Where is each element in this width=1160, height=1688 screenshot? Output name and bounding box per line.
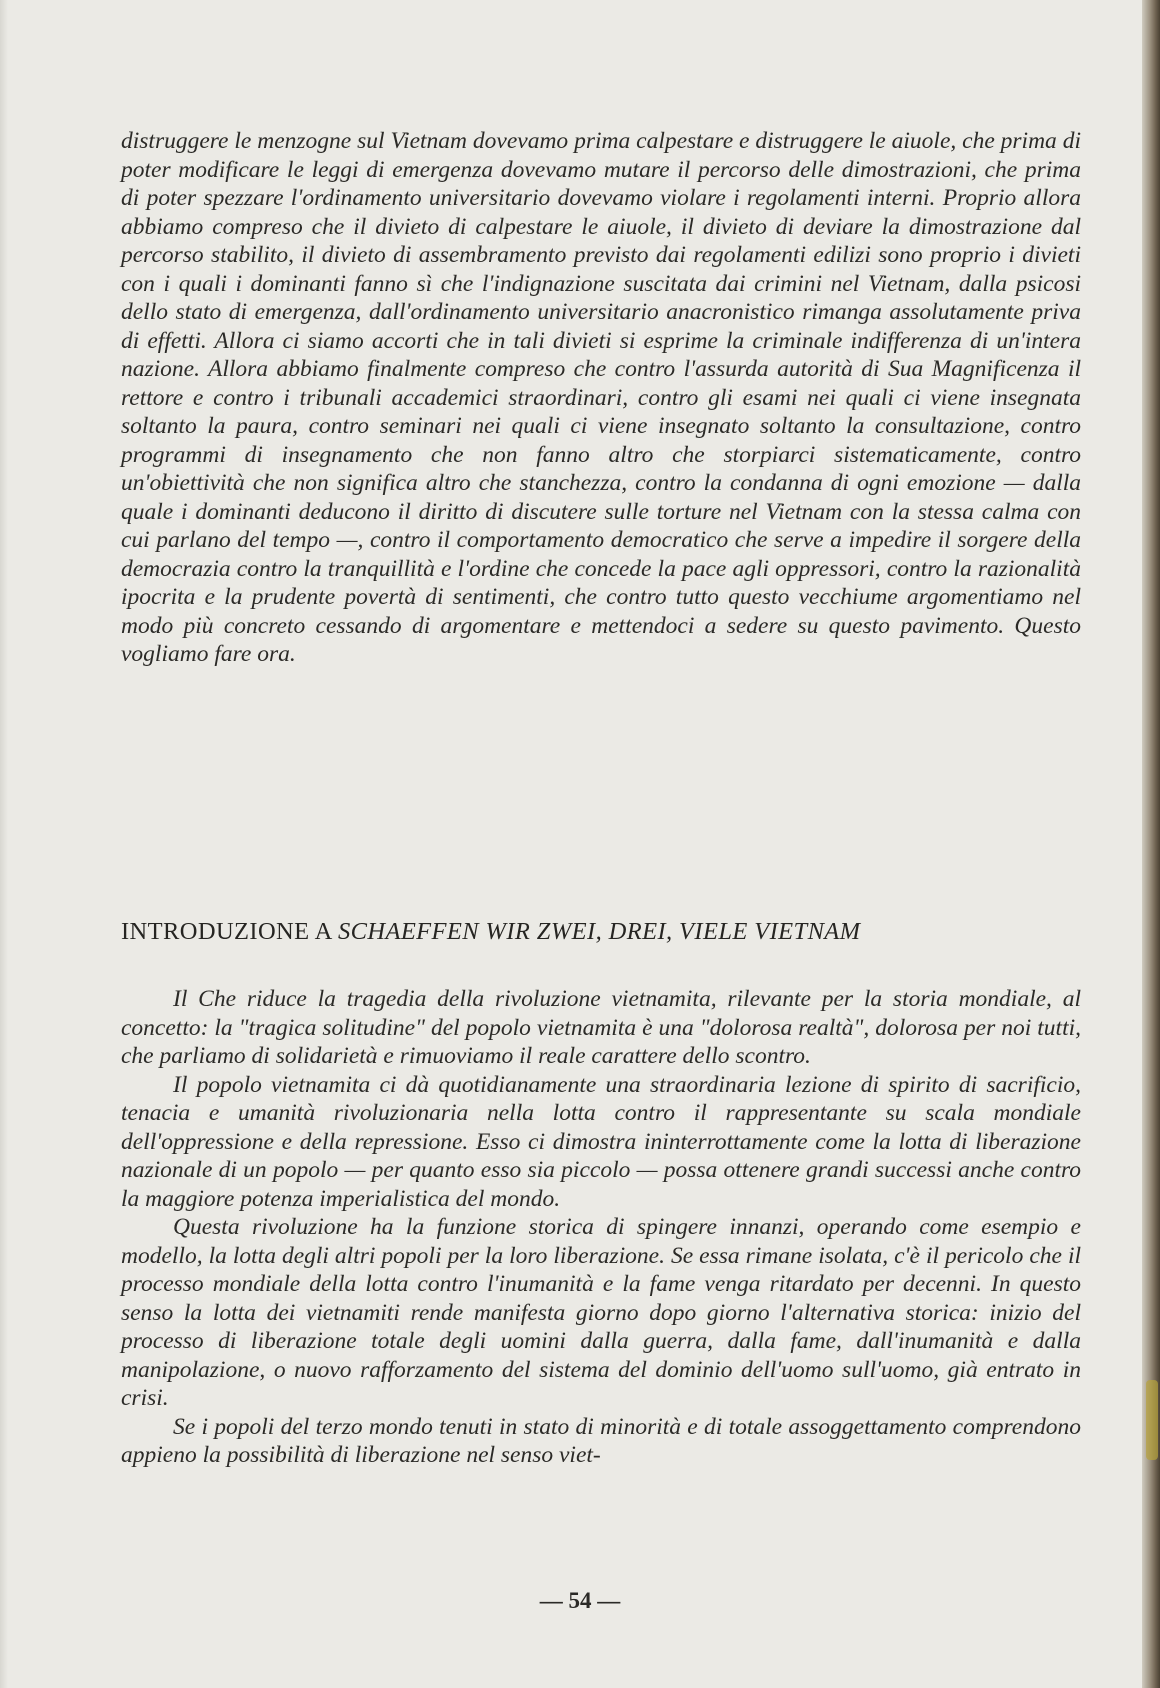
chapter-paragraph-1: Il Che riduce la tragedia della rivoluzione vietnamita, rilevante per la storia mondiale, al concetto: la "tragica solitudine" del popolo vietnamita è una "dolorosa realtà", dolorosa per noi tutti, che parliamo di solidarietà e rimuoviamo il reale carattere dello scontro. — [121, 986, 1081, 1069]
page-number: — 54 — — [539, 1588, 621, 1613]
opening-text-block — [121, 127, 1081, 669]
chapter-paragraph-4: Se i popoli del terzo mondo tenuti in stato di minorità e di totale assoggettamento comprendono appieno la possibilità di liberazione nel senso viet- — [121, 1413, 1081, 1468]
chapter-body — [121, 985, 1081, 1470]
book-binding-edge — [1142, 0, 1160, 1688]
chapter-title — [121, 918, 1081, 946]
chapter-title-work: SCHAEFFEN WIR ZWEI, DREI, VIELE VIETNAM — [337, 918, 861, 945]
opening-paragraph: distruggere le menzogne sul Vietnam dovevamo prima calpestare e distruggere le aiuole, che prima di poter modificare le leggi di emergenza dovevamo mutare il percorso delle dimostrazioni, che prima di poter spezzare l'ordinamento universitario dovevamo violare i regolamenti interni. Proprio allora abbiamo compreso che il divieto di calpestare le aiuole, il divieto di deviare la dimostrazione dal percorso stabilito, il divieto di assembramento previsto dai regolamenti edilizi sono proprio i divieti con i quali i dominanti fanno sì che l'indignazione suscitata dai crimini nel Vietnam, dalla psicosi dello stato di emergenza, dall'ordinamento universitario anacronistico rimanga assolutamente priva di effetti. Allora ci siamo accorti che in tali divieti si esprime la criminale indifferenza di un'intera nazione. Allora abbiamo finalmente compreso che contro l'assurda autorità di Sua Magnificenza il rettore e contro i tribunali accademici straordinari, contro gli esami nei quali ci viene insegnata soltanto la paura, contro seminari nei quali ci viene insegnato soltanto la consultazione, contro programmi di insegnamento che non fanno altro che storpiarci sistematicamente, contro un'obiettività che non significa altro che stanchezza, contro la condanna di ogni emozione — dalla quale i dominanti deducono il diritto di discutere sulle torture nel Vietnam con la stessa calma con cui parlano del tempo —, contro il comportamento democratico che serve a impedire il sorgere della democrazia contro la tranquillità e l'ordine che concede la pace agli oppressori, contro la razionalità ipocrita e la prudente povertà di sentimenti, che contro tutto questo vecchiume argomentiamo nel modo più concreto cessando di argomentare e mettendoci a sedere su questo pavimento. Questo vogliamo fare ora. — [121, 128, 1081, 667]
chapter-paragraph-3: Questa rivoluzione ha la funzione storica di spingere innanzi, operando come esempio e modello, la lotta degli altri popoli per la loro liberazione. Se essa rimane isolata, c'è il pericolo che il processo mondiale della lotta contro l'inumanità e la fame venga ritardato per decenni. In questo senso la lotta dei vietnamiti rende manifesta giorno dopo giorno l'alternativa storica: inizio del processo di liberazione totale degli uomini dalla guerra, dalla fame, dall'inumanità e dalla manipolazione, o nuovo rafforzamento del sistema del dominio dell'uomo sull'uomo, già entrato in crisi. — [121, 1214, 1081, 1411]
chapter-paragraph-2: Il popolo vietnamita ci dà quotidianamente una straordinaria lezione di spirito di sacrificio, tenacia e umanità rivoluzionaria nella lotta contro il rappresentante su scala mondiale dell'oppressione e della repressione. Esso ci dimostra ininterrottamente come la lotta di liberazione nazionale di un popolo — per quanto esso sia piccolo — possa ottenere grandi successi anche contro la maggiore potenza imperialistica del mondo. — [121, 1071, 1081, 1212]
chapter-title-prefix: INTRODUZIONE A — [121, 918, 332, 945]
binding-stain — [1146, 1380, 1158, 1460]
